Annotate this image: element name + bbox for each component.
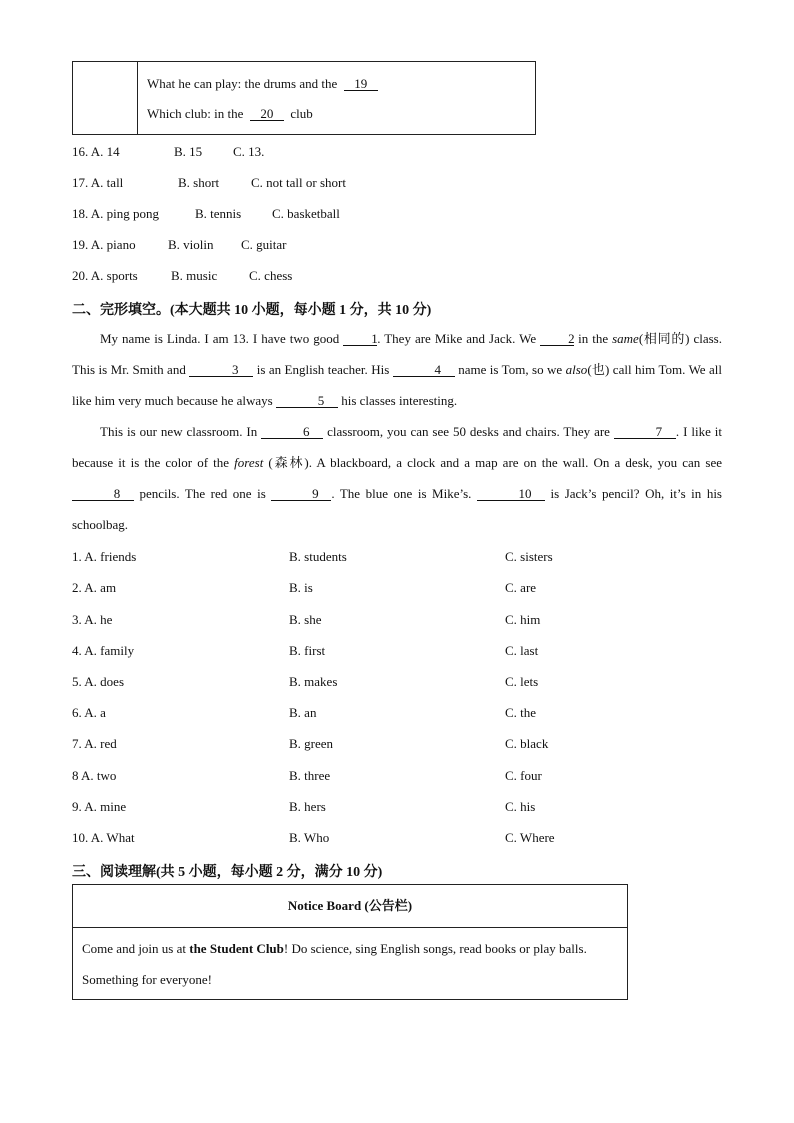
cloze-passage — [72, 323, 722, 540]
cloze-paragraph-2: This is our new classroom. In 6 classroom, you can see 50 desks and chairs. They are 7 . I like it because it is the color of the forest (森林). A blackboard, a clock and a map are on the wall. On a desk, you can see 8 pencils. The red one is 9 . The blue one is Mike’s. 10 is Jack’s pencil? Oh, it’s in his schoolbag. — [72, 424, 723, 532]
option-3b: B. she — [289, 612, 322, 627]
option-6b: B. an — [289, 705, 317, 720]
option-10c: C. Where — [505, 830, 555, 845]
q17-option-b: B. short — [178, 175, 220, 190]
option-3c: C. him — [505, 612, 541, 627]
option-5b: B. makes — [289, 674, 338, 689]
option-8c: C. four — [505, 768, 542, 783]
option-9b: B. hers — [289, 799, 326, 814]
option-1a: 1. A. friends — [72, 549, 137, 564]
q18-option-c: C. basketball — [272, 206, 340, 221]
option-2a: 2. A. am — [72, 580, 117, 595]
blank-6: 6 — [261, 425, 323, 439]
option-6a: 6. A. a — [72, 705, 106, 720]
option-2b: B. is — [289, 580, 313, 595]
question-16: 16. A. 14 — [72, 144, 120, 159]
q16-option-b: B. 15 — [174, 144, 203, 159]
blank-10: 10 — [477, 487, 545, 501]
q16-option-c: C. 13. — [233, 144, 265, 159]
blank-19: 19 — [344, 77, 378, 91]
info-table — [72, 61, 536, 135]
section-3-heading: 三、阅读理解(共 5 小题，每小题 2 分，满分 10 分) — [72, 865, 383, 880]
blank-1: 1 — [343, 332, 377, 346]
option-7c: C. black — [505, 736, 549, 751]
blank-7: 7 — [614, 425, 676, 439]
blank-5: 5 — [276, 394, 338, 408]
option-7b: B. green — [289, 736, 334, 751]
section-2-heading: 二、完形填空。(本大题共 10 小题，每小题 1 分，共 10 分) — [72, 303, 432, 318]
blank-4: 4 — [393, 363, 455, 377]
option-7a: 7. A. red — [72, 736, 117, 751]
option-4b: B. first — [289, 643, 326, 658]
blank-8: 8 — [72, 487, 134, 501]
question-19: 19. A. piano — [72, 237, 136, 252]
option-9a: 9. A. mine — [72, 799, 127, 814]
question-20: 20. A. sports — [72, 268, 138, 283]
option-4a: 4. A. family — [72, 643, 135, 658]
notice-board — [72, 884, 628, 1000]
option-8a: 8 A. two — [72, 768, 117, 783]
option-4c: C. last — [505, 643, 539, 658]
option-10a: 10. A. What — [72, 830, 135, 845]
q17-option-c: C. not tall or short — [251, 175, 346, 190]
option-3a: 3. A. he — [72, 612, 113, 627]
table-empty-cell — [73, 62, 138, 134]
q18-option-b: B. tennis — [195, 206, 242, 221]
option-1c: C. sisters — [505, 549, 553, 564]
option-2c: C. are — [505, 580, 537, 595]
notice-board-title: Notice Board (公告栏) — [73, 885, 627, 928]
cloze-paragraph-1: My name is Linda. I am 13. I have two good 1. They are Mike and Jack. We 2 in the same(相同的) class. This is Mr. Smith and 3 is an English teacher. His 4 name is Tom, so we also(也) call him Tom. We all like him very much because he always 5 his classes interesting. — [72, 331, 723, 408]
option-5c: C. lets — [505, 674, 539, 689]
blank-2: 2 — [540, 332, 574, 346]
question-17: 17. A. tall — [72, 175, 124, 190]
blank-3: 3 — [189, 363, 253, 377]
q19-option-c: C. guitar — [241, 237, 287, 252]
option-6c: C. the — [505, 705, 537, 720]
q20-option-b: B. music — [171, 268, 218, 283]
q20-option-c: C. chess — [249, 268, 293, 283]
option-5a: 5. A. does — [72, 674, 124, 689]
option-8b: B. three — [289, 768, 331, 783]
notice-board-body: Come and join us at the Student Club! Do science, sing English songs, read books or play balls. Something for everyone! — [82, 941, 587, 987]
option-1b: B. students — [289, 549, 347, 564]
question-18: 18. A. ping pong — [72, 206, 160, 221]
option-10b: B. Who — [289, 830, 330, 845]
blank-20: 20 — [250, 107, 284, 121]
table-row-club: Which club: in the 20 club — [147, 106, 313, 121]
table-row-instrument: What he can play: the drums and the 19 — [147, 76, 378, 92]
option-9c: C. his — [505, 799, 536, 814]
q19-option-b: B. violin — [168, 237, 214, 252]
blank-9: 9 — [271, 487, 331, 501]
